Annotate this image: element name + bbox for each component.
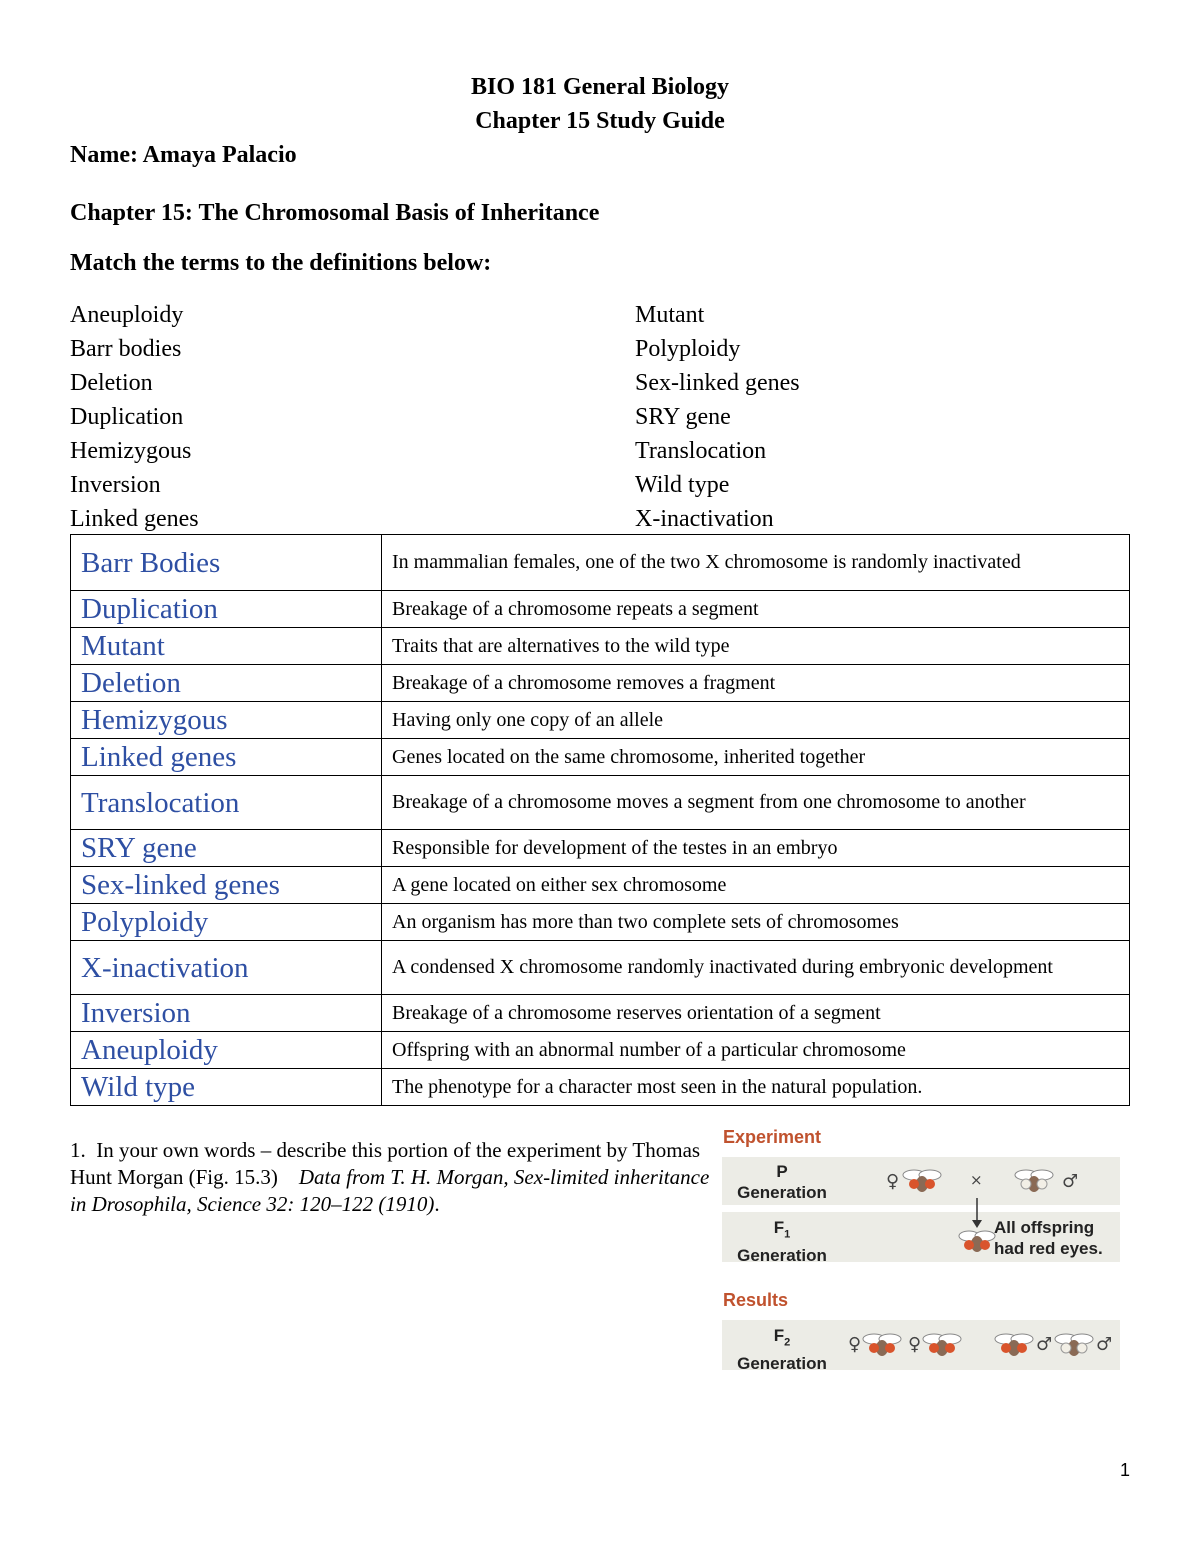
- table-row: [71, 941, 1130, 995]
- male-symbol: ♂: [1036, 1334, 1053, 1355]
- term-item: Mutant: [635, 302, 705, 328]
- definition: In mammalian females, one of the two X chromosome is randomly inactivated: [382, 535, 1130, 591]
- answer-term[interactable]: X-inactivation: [71, 941, 382, 995]
- question-end: .: [434, 1192, 440, 1216]
- p-generation-label: P Generation: [737, 1162, 827, 1202]
- cross-symbol: ×: [970, 1171, 983, 1189]
- term-item: Inversion: [70, 472, 161, 498]
- table-row: [71, 591, 1130, 628]
- cross-arrow-icon: [958, 1198, 998, 1260]
- table-row: [71, 830, 1130, 867]
- term-item: Polyploidy: [635, 336, 741, 362]
- answer-term[interactable]: Duplication: [71, 591, 382, 628]
- table-row: [71, 665, 1130, 702]
- definition: Breakage of a chromosome moves a segment from one chromosome to another: [382, 776, 1130, 830]
- answer-term[interactable]: Mutant: [71, 628, 382, 665]
- table-row: [71, 739, 1130, 776]
- red-eyed-female-fly-icon: [902, 1165, 942, 1195]
- guide-title: Chapter 15 Study Guide: [475, 108, 725, 134]
- answer-term[interactable]: Wild type: [71, 1069, 382, 1106]
- answer-term[interactable]: Inversion: [71, 995, 382, 1032]
- red-eyed-male-fly-icon: [994, 1329, 1034, 1359]
- definition: Breakage of a chromosome reserves orientation of a segment: [382, 995, 1130, 1032]
- answer-term[interactable]: Sex-linked genes: [71, 867, 382, 904]
- table-row: [71, 535, 1130, 591]
- table-row: [71, 1069, 1130, 1106]
- female-symbol: ♀: [848, 1334, 862, 1355]
- answer-term[interactable]: Translocation: [71, 776, 382, 830]
- table-row: [71, 628, 1130, 665]
- answer-term[interactable]: Barr Bodies: [71, 535, 382, 591]
- table-row: [71, 995, 1130, 1032]
- course-title: BIO 181 General Biology: [471, 74, 729, 100]
- definition: Genes located on the same chromosome, inherited together: [382, 739, 1130, 776]
- f1-offspring-note: All offspring had red eyes.: [994, 1218, 1103, 1258]
- term-item: X-inactivation: [635, 506, 774, 532]
- term-list-right: [635, 298, 800, 536]
- term-item: Deletion: [70, 370, 153, 396]
- definition: Having only one copy of an allele: [382, 702, 1130, 739]
- results-heading: Results: [723, 1290, 789, 1310]
- table-row: [71, 904, 1130, 941]
- answer-term[interactable]: Linked genes: [71, 739, 382, 776]
- student-name: Name: Amaya Palacio: [70, 142, 297, 168]
- white-eyed-male-fly-icon: [1014, 1165, 1054, 1195]
- definition: A condensed X chromosome randomly inactivated during embryonic development: [382, 941, 1130, 995]
- p-generation-panel: [722, 1157, 1120, 1205]
- chapter-heading: Chapter 15: The Chromosomal Basis of Inheritance: [70, 200, 600, 226]
- f2-generation-panel: [722, 1320, 1120, 1374]
- definition: The phenotype for a character most seen in the natural population.: [382, 1069, 1130, 1106]
- definition: Breakage of a chromosome removes a fragment: [382, 665, 1130, 702]
- red-eyed-female-fly-icon: [922, 1329, 962, 1359]
- page-number: 1: [1120, 1460, 1131, 1480]
- f1-generation-label: $F_1$ Generation: [737, 1218, 827, 1266]
- definition: Breakage of a chromosome repeats a segment: [382, 591, 1130, 628]
- male-symbol: ♂: [1062, 1171, 1079, 1192]
- term-item: Linked genes: [70, 506, 199, 532]
- experiment-heading: Experiment: [723, 1127, 822, 1147]
- definition: A gene located on either sex chromosome: [382, 867, 1130, 904]
- table-row: [71, 702, 1130, 739]
- term-item: Translocation: [635, 438, 767, 464]
- answer-term[interactable]: Aneuploidy: [71, 1032, 382, 1069]
- morgan-experiment-figure: [720, 1122, 1130, 1382]
- term-item: Hemizygous: [70, 438, 192, 464]
- term-item: Aneuploidy: [70, 302, 184, 328]
- definition: An organism has more than two complete sets of chromosomes: [382, 904, 1130, 941]
- table-row: [71, 867, 1130, 904]
- answer-term[interactable]: Polyploidy: [71, 904, 382, 941]
- term-item: Sex-linked genes: [635, 370, 800, 396]
- male-symbol: ♂: [1096, 1334, 1113, 1355]
- answer-term[interactable]: Deletion: [71, 665, 382, 702]
- instructions: Match the terms to the definitions below:: [70, 250, 492, 276]
- question-number: 1.: [70, 1138, 86, 1162]
- question-1: [70, 1137, 710, 1218]
- white-eyed-male-fly-icon: [1054, 1329, 1094, 1359]
- term-list-left: [70, 298, 199, 536]
- female-symbol: ♀: [886, 1171, 900, 1192]
- question-text: In your own words – describe this portion of the experiment by Thomas Hunt Morgan (Fig. 15.3): [70, 1138, 701, 1189]
- question-citation: Data from T. H. Morgan, Sex-limited inheritance in Drosophila, Science 32: 120–122 (1910): [70, 1165, 710, 1216]
- f2-generation-label: $F_2$ Generation: [737, 1326, 827, 1374]
- table-row: [71, 1032, 1130, 1069]
- answer-term[interactable]: Hemizygous: [71, 702, 382, 739]
- definition: Traits that are alternatives to the wild type: [382, 628, 1130, 665]
- term-item: Duplication: [70, 404, 184, 430]
- red-eyed-female-fly-icon: [862, 1329, 902, 1359]
- matching-table: [70, 534, 1130, 1106]
- answer-term[interactable]: SRY gene: [71, 830, 382, 867]
- definition: Offspring with an abnormal number of a particular chromosome: [382, 1032, 1130, 1069]
- term-item: Wild type: [635, 472, 730, 498]
- f1-generation-panel: [722, 1212, 1120, 1266]
- term-item: SRY gene: [635, 404, 731, 430]
- table-row: [71, 776, 1130, 830]
- definition: Responsible for development of the testes in an embryo: [382, 830, 1130, 867]
- female-symbol: ♀: [908, 1334, 922, 1355]
- term-item: Barr bodies: [70, 336, 182, 362]
